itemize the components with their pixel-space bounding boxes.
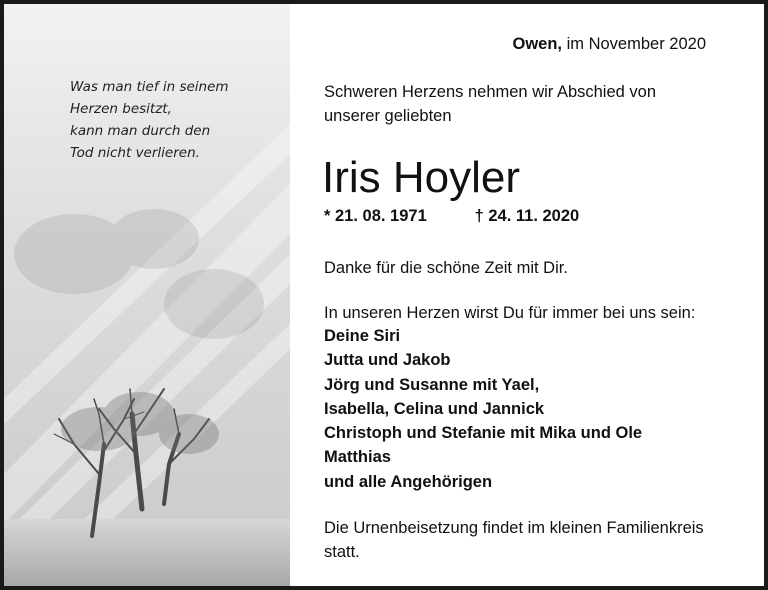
- burial-note-line-2: statt.: [324, 543, 360, 561]
- place: Owen,: [512, 35, 562, 53]
- place-date: [512, 35, 706, 54]
- intro-line-2: unserer geliebten: [324, 107, 452, 125]
- mourners-intro: In unseren Herzen wirst Du für immer bei uns sein:: [324, 304, 696, 322]
- mourner: Deine Siri: [324, 327, 401, 345]
- mourner: Isabella, Celina und Jannick: [324, 399, 545, 418]
- poem-line: Was man tief in seinem: [70, 79, 229, 95]
- mourner: Jörg und Susanne mit Yael,: [324, 375, 540, 394]
- poem: [70, 76, 229, 164]
- birth-date: * 21. 08. 1971: [324, 207, 427, 225]
- mourner: und alle Angehörigen: [324, 472, 493, 491]
- deceased-name: Iris Hoyler: [322, 153, 521, 202]
- misty-trees-photo: [4, 4, 290, 586]
- thanks-text: Danke für die schöne Zeit mit Dir.: [324, 259, 568, 277]
- intro-line-1: Schweren Herzens nehmen wir Abschied von: [324, 83, 657, 101]
- mourner: Jutta und Jakob: [324, 351, 451, 370]
- poem-line: kann man durch den: [70, 123, 211, 139]
- burial-note-line-1: Die Urnenbeisetzung findet im kleinen Familienkreis: [324, 519, 704, 537]
- mourner: Christoph und Stefanie mit Mika und Ole: [324, 424, 643, 443]
- mourners-list: [324, 324, 642, 494]
- mourner: Matthias: [324, 448, 391, 467]
- death-date: † 24. 11. 2020: [474, 207, 580, 225]
- poem-line: Herzen besitzt,: [70, 101, 172, 117]
- poem-line: Tod nicht verlieren.: [70, 145, 200, 161]
- date: im November 2020: [566, 35, 706, 53]
- life-dates: [324, 207, 579, 226]
